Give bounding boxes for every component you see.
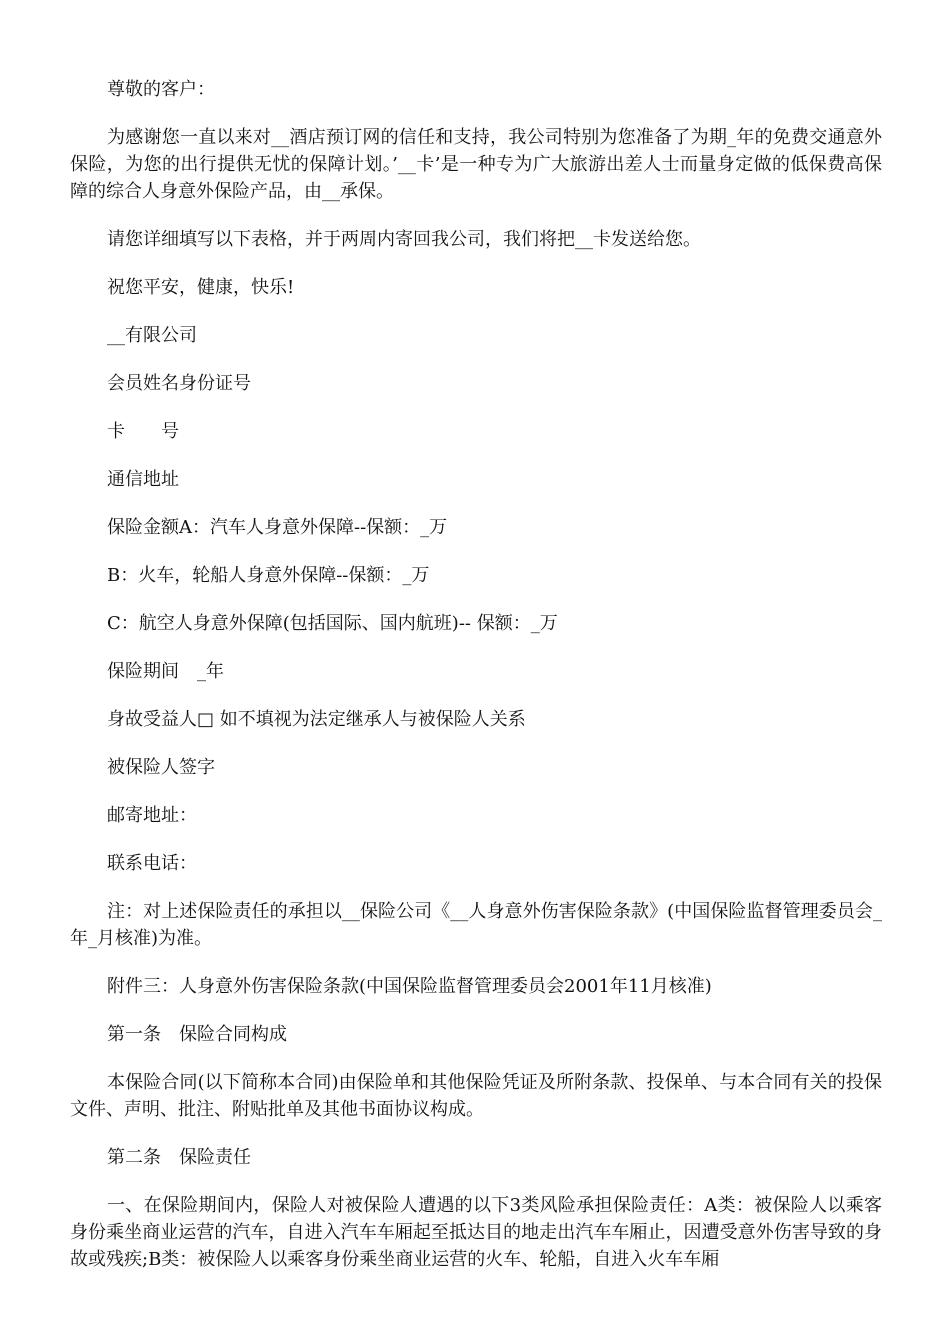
form-field-address: 通信地址 [107, 469, 179, 490]
greeting: 尊敬的客户： [107, 79, 215, 100]
mailing-address-line: 邮寄地址： [107, 805, 197, 826]
document-body [70, 76, 882, 1294]
form-field-card-number: 卡 号 [107, 421, 179, 442]
beneficiary-line: 身故受益人□ 如不填视为法定继承人与被保险人关系 [107, 709, 526, 730]
phone-line: 联系电话： [107, 853, 197, 874]
article-2-body: 一、在保险期间内，保险人对被保险人遭遇的以下3类风险承担保险责任：A类：被保险人以乘客身份乘坐商业运营的汽车，自进入汽车车厢起至抵达目的地走出汽车车厢止，因遭受意外伤害导致的身故或残疾;B类：被保险人以乘客身份乘坐商业运营的火车、轮船，自进入火车车厢 [70, 1195, 882, 1270]
form-field-name-id: 会员姓名身份证号 [107, 373, 251, 394]
attachment-title: 附件三：人身意外伤害保险条款(中国保险监督管理委员会2001年11月核准) [107, 976, 712, 997]
coverage-a-line: 保险金额A：汽车人身意外保障--保额：_万 [107, 517, 448, 538]
coverage-c-line: C：航空人身意外保障(包括国际、国内航班)-- 保额：_万 [107, 613, 558, 634]
insurance-period-line: 保险期间 _年 [107, 661, 224, 682]
signature-line: 被保险人签字 [107, 757, 215, 778]
company-line: __有限公司 [107, 325, 197, 346]
coverage-b-line: B：火车，轮船人身意外保障--保额：_万 [107, 565, 430, 586]
wishes-line: 祝您平安，健康，快乐! [107, 277, 295, 298]
article-2-heading: 第二条 保险责任 [107, 1147, 251, 1168]
article-1-heading: 第一条 保险合同构成 [107, 1024, 287, 1045]
intro-paragraph: 为感谢您一直以来对__酒店预订网的信任和支持，我公司特别为您准备了为期_年的免费交通意外保险，为您的出行提供无忧的保障计划。’__卡’是一种专为广大旅游出差人士而量身定做的低保费高保障的综合人身意外保险产品，由__承保。 [70, 127, 882, 202]
note-paragraph: 注：对上述保险责任的承担以__保险公司《__人身意外伤害保险条款》(中国保险监督管理委员会_年_月核准)为准。 [70, 901, 882, 949]
instruction-paragraph: 请您详细填写以下表格，并于两周内寄回我公司，我们将把__卡发送给您。 [107, 229, 701, 250]
article-1-body: 本保险合同(以下简称本合同)由保险单和其他保险凭证及所附条款、投保单、与本合同有关的投保文件、声明、批注、附贴批单及其他书面协议构成。 [70, 1072, 882, 1120]
